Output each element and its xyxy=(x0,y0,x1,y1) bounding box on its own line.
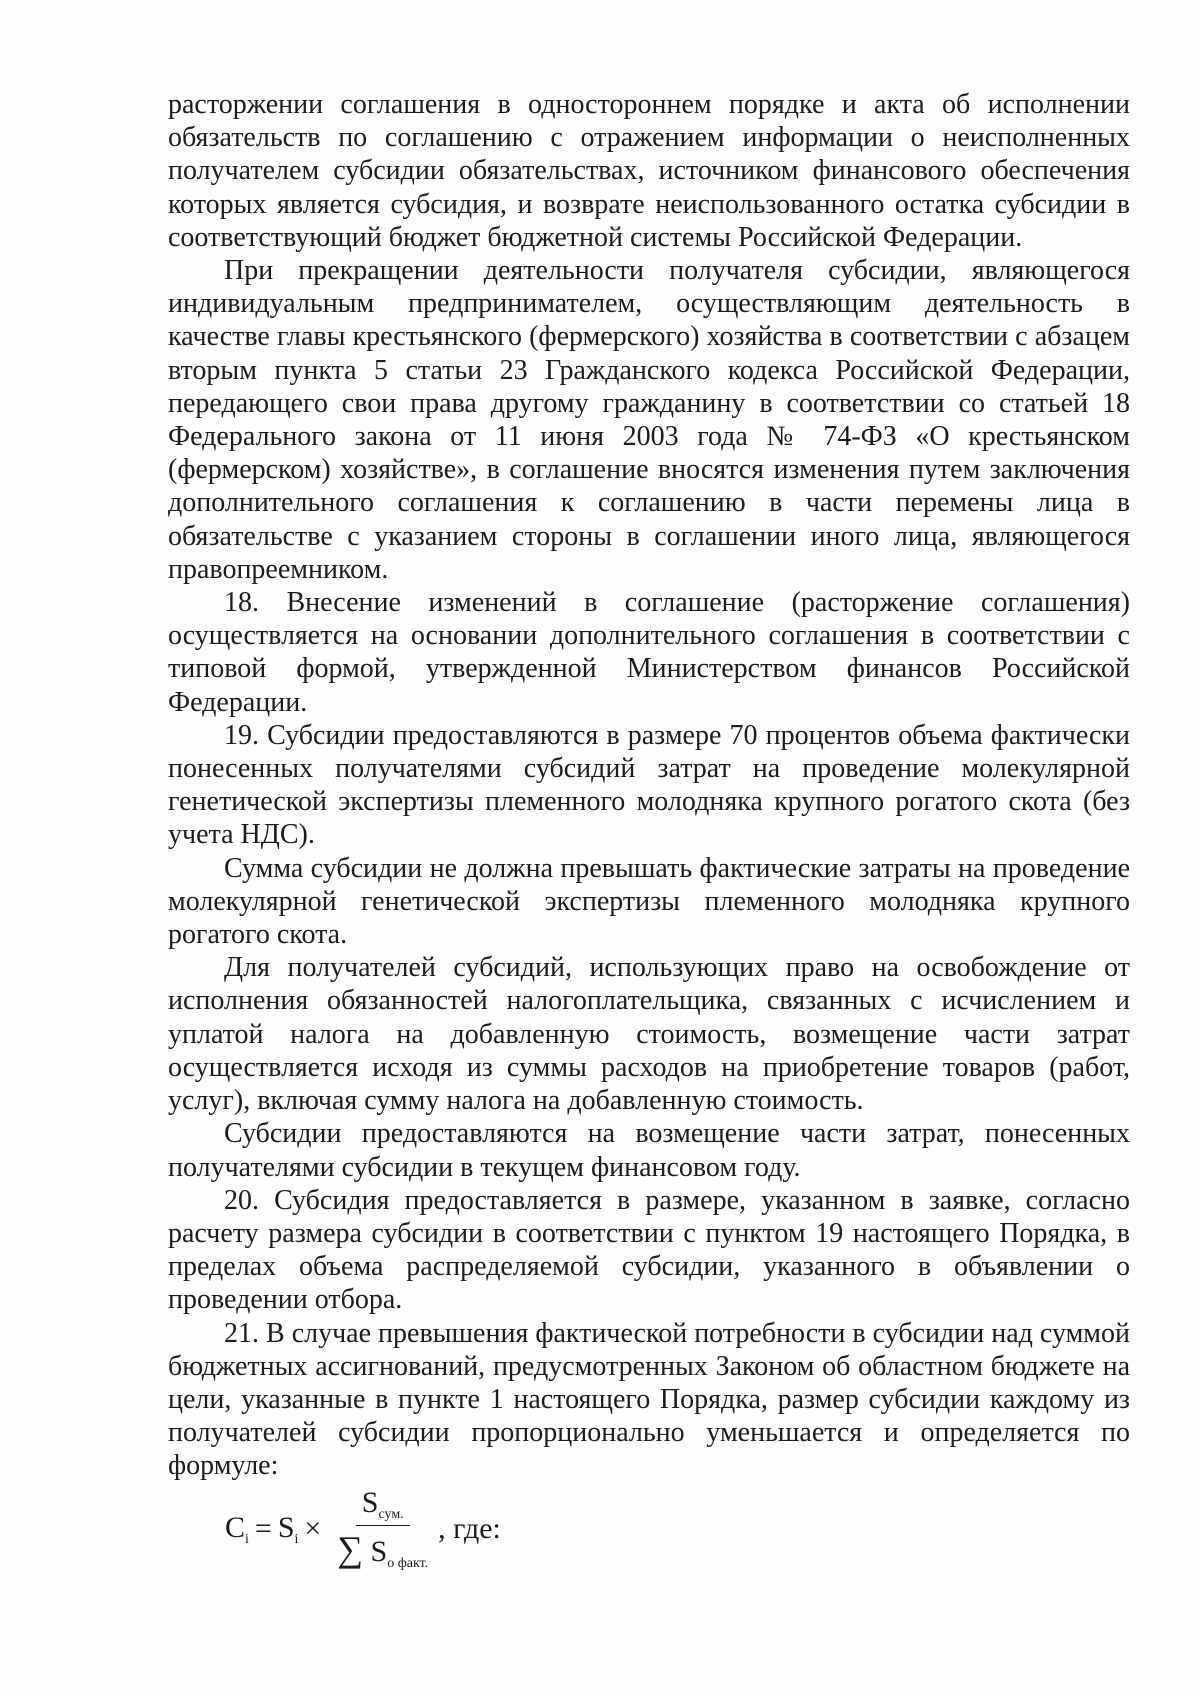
formula-denominator: ∑ $S_{о факт.}$ xyxy=(337,1529,429,1571)
paragraph-7: Субсидии предоставляются на возмещение части затрат, понесенных получателями субсидии в текущем финансовом году. xyxy=(168,1118,1130,1183)
formula-fraction xyxy=(331,1486,434,1572)
paragraph-4: 19. Субсидии предоставляются в размере 70 процентов объема фактически понесенных получателями субсидий затрат на проведение молекулярной генетической экспертизы племенного молодняка крупного рогатого скота (без учета НДС). xyxy=(168,719,1130,851)
formula-numerator: $S_{сум.}$ xyxy=(356,1486,410,1526)
paragraph-9: 21. В случае превышения фактической потребности в субсидии над суммой бюджетных ассигнований, предусмотренных Законом об областном бюджете на цели, указанные в пункте 1 настоящего Порядка, размер субсидии каждому из получателей субсидии пропорционально уменьшается и определяется по формуле: xyxy=(168,1317,1130,1482)
formula-suffix: , где: xyxy=(438,1512,501,1545)
paragraph-3: 18. Внесение изменений в соглашение (расторжение соглашения) осуществляется на основании дополнительного соглашения в соответствии с типовой формой, утвержденной Министерством финансов Российской Федерации. xyxy=(168,587,1130,718)
paragraph-1: расторжении соглашения в одностороннем порядке и акта об исполнении обязательств по соглашению с отражением информации о неисполненных получателем субсидии обязательствах, источником финансового обеспечения которых является субсидия, и возврате неиспользованного остатка субсидии в соответствующий бюджет бюджетной системы Российской Федерации. xyxy=(168,89,1130,253)
sigma-symbol: ∑ xyxy=(337,1529,363,1569)
formula-equals: = xyxy=(254,1512,272,1545)
document-body xyxy=(168,88,1130,1483)
paragraph-5: Сумма субсидии не должна превышать фактические затраты на проведение молекулярной генетической экспертизы племенного молодняка крупного рогатого скота. xyxy=(168,852,1130,951)
formula-times: × xyxy=(304,1512,322,1545)
paragraph-2: При прекращении деятельности получателя субсидии, являющегося индивидуальным предпринимателем, осуществляющим деятельность в качестве главы крестьянского (фермерского) хозяйства в соответствии с абзацем вторым пункта 5 статьи 23 Гражданского кодекса Российской Федерации, передающего свои права другому гражданину в соответствии со статьей 18 Федерального закона от 11 июня 2003 года № 74-ФЗ «О крестьянском (фермерском) хозяйстве», в соглашение вносятся изменения путем заключения дополнительного соглашения к соглашению в части перемены лица в обязательстве с указанием стороны в соглашении иного лица, являющегося правопреемником. xyxy=(168,255,1130,585)
subsidy-formula xyxy=(225,1486,501,1572)
formula-lhs: $C_i$ xyxy=(225,1510,249,1547)
paragraph-8: 20. Субсидия предоставляется в размере, указанном в заявке, согласно расчету размера субсидии в соответствии с пунктом 19 настоящего Порядка, в пределах объема распределяемой субсидии, указанного в объявлении о проведении отбора. xyxy=(168,1184,1130,1316)
formula-s-i: $S_i$ xyxy=(277,1510,299,1547)
paragraph-6: Для получателей субсидий, использующих право на освобождение от исполнения обязанностей налогоплательщика, связанных с исчислением и уплатой налога на добавленную стоимость, возмещение части затрат осуществляется исходя из суммы расходов на приобретение товаров (работ, услуг), включая сумму налога на добавленную стоимость. xyxy=(168,952,1130,1117)
